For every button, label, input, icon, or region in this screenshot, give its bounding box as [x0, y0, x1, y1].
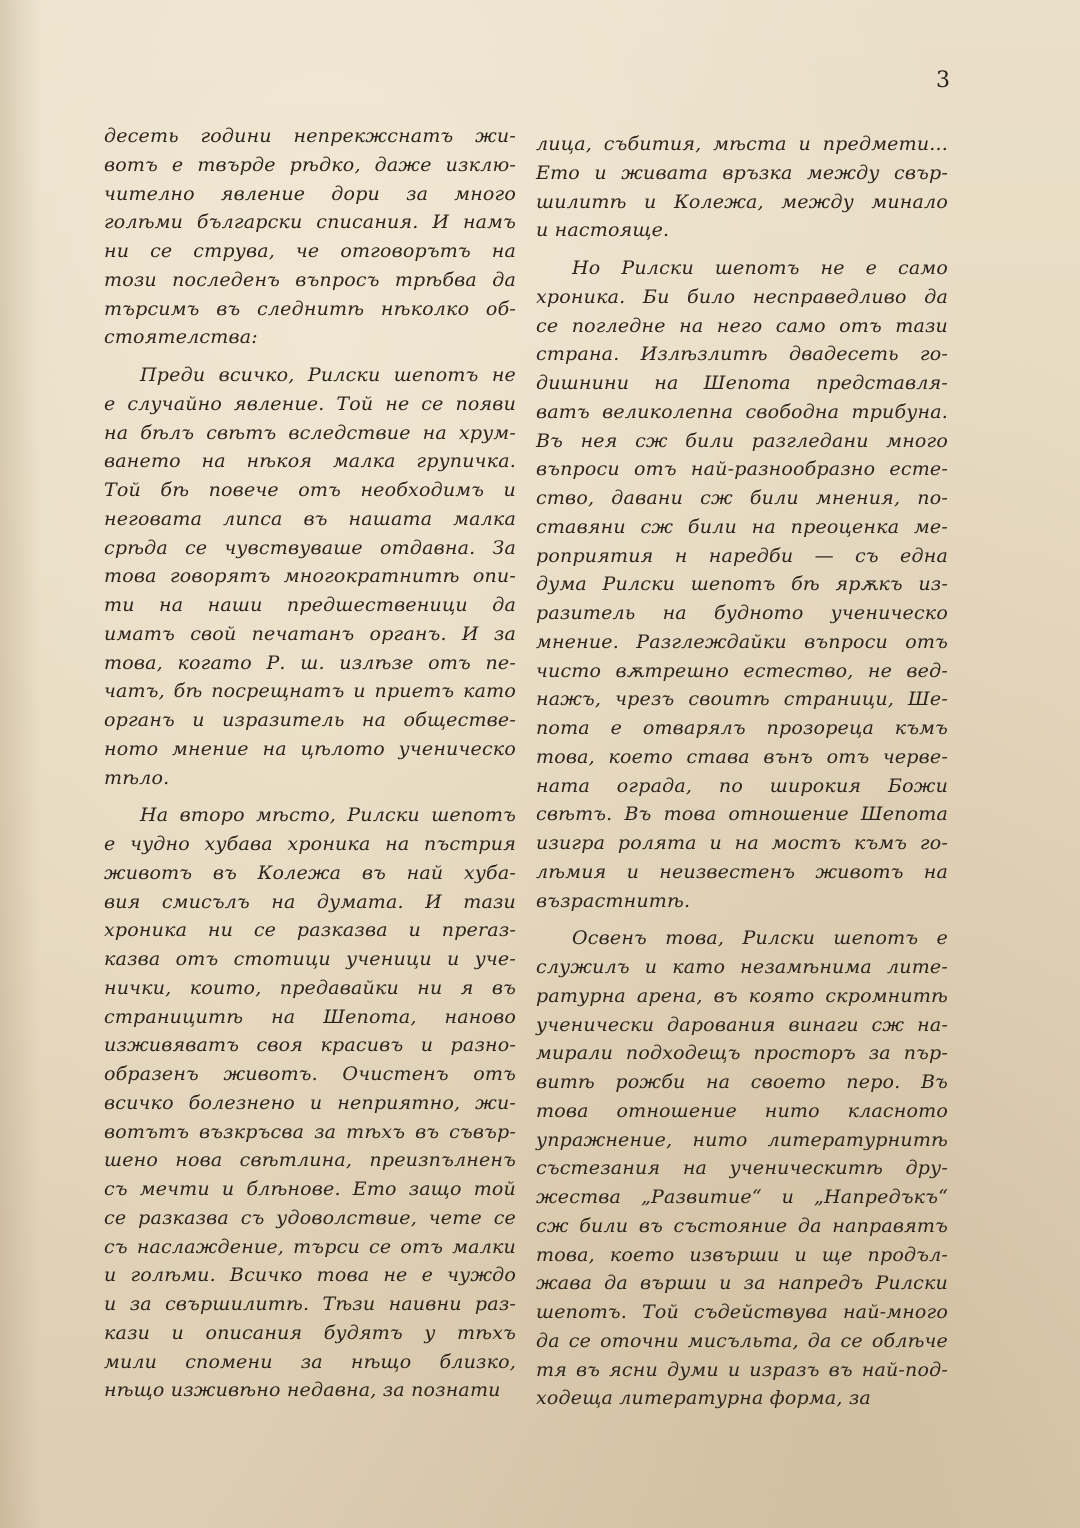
text-line: изигра ролята и на мостъ къмъ го-: [536, 832, 948, 854]
text-line: кази и описания будятъ у тѣхъ: [104, 1321, 516, 1344]
paragraph: [104, 122, 516, 352]
text-line: свѣтъ. Въ това отношение Шепота: [536, 803, 948, 826]
text-line: ватъ великолепна свободна трибуна.: [536, 400, 948, 423]
text-line: Освенъ това, Рилски шепотъ е: [572, 927, 948, 950]
text-line: ставяни сж били на преоценка ме-: [536, 515, 948, 538]
text-line: нѣщо изживѣно недавна, за познати: [104, 1379, 501, 1402]
text-line: десеть години непрекжснатъ жи-: [104, 125, 516, 147]
text-line: служилъ и като незамѣнима лите-: [536, 956, 948, 978]
text-line: се погледне на него само отъ тази: [536, 314, 948, 337]
text-line: неговата липса въ нашата малка: [104, 507, 516, 530]
text-line: сж били въ състояние да направятъ: [536, 1214, 948, 1237]
text-line: пота е отварялъ прозореца къмъ: [536, 717, 948, 739]
text-line: лица, събития, мѣста и предмети...: [536, 133, 948, 155]
text-line: иматъ свой печатанъ органъ. И за: [104, 622, 516, 645]
text-line: да се оточни мисъльта, да се облѣче: [536, 1329, 948, 1352]
text-line: и настояще.: [536, 219, 670, 242]
text-line: нички, които, предавайки ни я въ: [104, 976, 516, 999]
left-column: [104, 122, 516, 1414]
text-line: шено нова свѣтлина, преизпълненъ: [104, 1149, 516, 1172]
text-line: срѣда се чувствуваше отдавна. За: [104, 536, 516, 559]
paragraph: [536, 924, 948, 1413]
text-line: хроника ни се разказва и преraз-: [104, 919, 516, 942]
text-line: ходеща литературна форма, за: [536, 1387, 871, 1410]
text-line: изживяватъ своя красивъ и разно-: [104, 1034, 516, 1057]
text-line: На второ мѣсто, Рилски шепотъ: [140, 804, 516, 827]
text-line: търсимъ въ следнитѣ нѣколко об-: [104, 297, 516, 320]
text-line: нажъ, чрезъ своитѣ страници, Ше-: [536, 688, 948, 711]
text-line: това говорятъ многократнитѣ опи-: [104, 565, 516, 588]
text-line: жава да върши и за напредъ Рилски: [536, 1272, 948, 1295]
text-line: дума Рилски шепотъ бѣ ярѫкъ из-: [536, 573, 948, 596]
text-line: това, което става вънъ отъ черве-: [536, 745, 948, 768]
paragraph: [536, 254, 948, 915]
text-line: органъ и изразитель на обществе-: [104, 709, 516, 731]
text-line: и голѣми. Всичко това не е чуждо: [104, 1264, 516, 1287]
paragraph: [104, 801, 516, 1405]
text-line: ти на наши предшественици да: [104, 594, 516, 616]
text-line: ученически дарования винаги сж на-: [536, 1013, 948, 1036]
text-line: лѣмия и неизвестенъ животъ на: [536, 860, 948, 883]
text-line: е чудно хубава хроника на пъстрия: [104, 833, 516, 855]
text-line: ство, давани сж били мнения, по-: [536, 487, 948, 509]
text-line: ването на нѣкоя малка групичка.: [104, 450, 516, 473]
text-line: Той бѣ повече отъ необходимъ и: [104, 479, 516, 501]
text-line: Въ нея сж били разгледани много: [536, 429, 948, 452]
text-line: чисто вѫтрешно естество, не вед-: [536, 659, 948, 682]
text-line: тя въ ясни думи и изразъ въ най-под-: [536, 1358, 948, 1381]
text-line: състезания на ученическитѣ дру-: [536, 1157, 948, 1180]
text-line: ни се струва, че отговорътъ на: [104, 240, 516, 262]
page-number: 3: [936, 68, 950, 93]
text-line: се разказва съ удоволствие, чете се: [104, 1206, 516, 1229]
text-line: голѣми български списания. И намъ: [104, 211, 516, 234]
text-line: стоятелства:: [104, 326, 258, 349]
text-line: това отношение нито класното: [536, 1099, 948, 1122]
text-line: роприятия н наредби — съ една: [536, 544, 948, 567]
text-line: вотъ е твърде рѣдко, даже изклю-: [104, 153, 516, 176]
text-line: Ето и живата връзка между свър-: [536, 161, 948, 184]
text-line: страницитѣ на Шепота, наново: [104, 1005, 516, 1028]
paragraph: [536, 130, 948, 245]
text-line: хроника. Би било несправедливо да: [536, 285, 948, 308]
text-line: разитель на будното ученическо: [536, 602, 948, 624]
text-line: шилитѣ и Колежа, между минало: [536, 190, 948, 213]
text-line: Преди всичко, Рилски шепотъ не: [140, 364, 516, 386]
text-line: тѣло.: [104, 766, 170, 789]
right-column: [536, 130, 948, 1422]
text-line: всичко болезнено и неприятно, жи-: [104, 1091, 516, 1114]
text-line: Но Рилски шепотъ не е само: [572, 257, 948, 279]
text-line: вия смисълъ на думата. И тази: [104, 890, 516, 913]
text-line: ната ограда, по широкия Божи: [536, 774, 948, 797]
text-line: казва отъ стотици ученици и уче-: [104, 948, 516, 970]
text-line: мили спомени за нѣщо близко,: [104, 1350, 516, 1373]
text-line: съ мечти и блѣнове. Ето защо той: [104, 1178, 516, 1200]
text-line: упражнение, нито литературнитѣ: [536, 1128, 948, 1151]
text-line: чително явление дори за много: [104, 182, 516, 205]
text-line: ратурна арена, въ която скромнитѣ: [536, 984, 948, 1007]
text-line: съ наслаждение, търси се отъ малки: [104, 1235, 516, 1258]
text-line: страна. Излѣзлитѣ двадесеть го-: [536, 343, 948, 366]
text-line: този последенъ въпросъ трѣбва да: [104, 268, 516, 291]
text-line: това, което извърши и ще продъл-: [536, 1243, 948, 1266]
text-line: това, когато Р. ш. излѣзе отъ пе-: [104, 651, 516, 674]
text-line: животъ въ Колежа въ най хуба-: [104, 861, 516, 884]
paragraph: [104, 361, 516, 792]
text-line: витѣ рожби на своето перо. Въ: [536, 1071, 948, 1093]
text-line: вотътъ възкръсва за тѣхъ въ съвър-: [104, 1120, 516, 1143]
text-line: мнение. Разглеждайки въпроси отъ: [536, 630, 948, 653]
text-line: е случайно явление. Той не се появи: [104, 392, 516, 415]
text-line: ното мнение на цѣлото ученическо: [104, 737, 516, 760]
text-line: шепотъ. Той съдействува най-много: [536, 1301, 948, 1323]
text-line: мирали подходещъ просторъ за пър-: [536, 1042, 948, 1065]
text-line: чатъ, бѣ посрещнатъ и приетъ като: [104, 680, 516, 703]
text-line: жества „Развитие“ и „Напредъкъ“: [536, 1186, 948, 1208]
text-line: и за свършилитѣ. Тѣзи наивни раз-: [104, 1293, 516, 1315]
text-line: на бѣлъ свѣтъ вследствие на хрум-: [104, 421, 516, 444]
text-line: въпроси отъ най-разнообразно есте-: [536, 458, 948, 481]
text-line: дишнини на Шепота представля-: [536, 372, 948, 394]
text-line: възрастнитѣ.: [536, 889, 691, 912]
text-line: образенъ животъ. Очистенъ отъ: [104, 1063, 516, 1085]
